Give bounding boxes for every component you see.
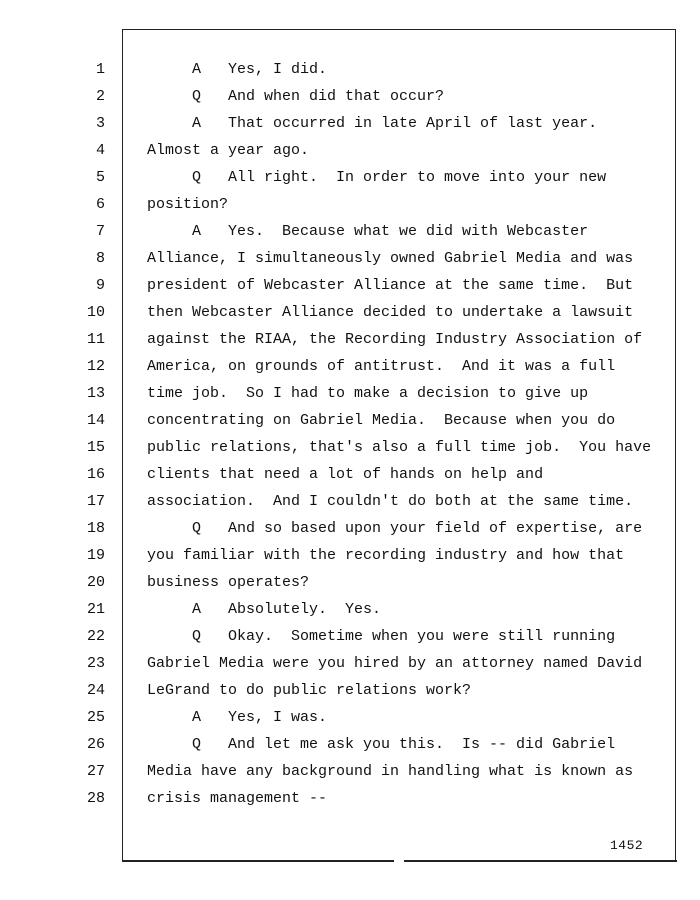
line-number: 11 (86, 331, 105, 348)
transcript-line: A That occurred in late April of last year. (147, 115, 598, 132)
transcript-line: LeGrand to do public relations work? (147, 682, 472, 699)
transcript-line: Q Okay. Sometime when you were still running (147, 628, 616, 645)
transcript-line: business operates? (147, 574, 310, 591)
line-number: 19 (86, 547, 105, 564)
transcript-line: Almost a year ago. (147, 142, 310, 159)
transcript-line: Q And when did that occur? (147, 88, 445, 105)
transcript-line: then Webcaster Alliance decided to undertake a lawsuit (147, 304, 634, 321)
transcript-line: A Yes, I was. (147, 709, 328, 726)
transcript-line: Gabriel Media were you hired by an attorney named David (147, 655, 643, 672)
line-number: 14 (86, 412, 105, 429)
transcript-line: you familiar with the recording industry and how that (147, 547, 625, 564)
line-number: 15 (86, 439, 105, 456)
transcript-line: Q And let me ask you this. Is -- did Gabriel (147, 736, 616, 753)
line-number: 18 (86, 520, 105, 537)
line-number: 16 (86, 466, 105, 483)
line-number: 2 (95, 88, 105, 105)
line-number: 24 (86, 682, 105, 699)
line-number: 9 (95, 277, 105, 294)
transcript-line: Media have any background in handling what is known as (147, 763, 634, 780)
line-number: 21 (86, 601, 105, 618)
transcript-line: Q And so based upon your field of expertise, are (147, 520, 643, 537)
line-number: 3 (95, 115, 105, 132)
line-number: 6 (95, 196, 105, 213)
transcript-line: clients that need a lot of hands on help and (147, 466, 544, 483)
line-number: 27 (86, 763, 105, 780)
bottom-rule-left (122, 860, 394, 862)
transcript-line: A Yes, I did. (147, 61, 328, 78)
transcript-line: public relations, that's also a full time job. You have (147, 439, 652, 456)
transcript-line: president of Webcaster Alliance at the same time. But (147, 277, 634, 294)
line-number: 8 (95, 250, 105, 267)
transcript-line: position? (147, 196, 229, 213)
line-number: 7 (95, 223, 105, 240)
line-number: 4 (95, 142, 105, 159)
transcript-line: America, on grounds of antitrust. And it was a full (147, 358, 616, 375)
line-number: 12 (86, 358, 105, 375)
line-number: 25 (86, 709, 105, 726)
line-number: 28 (86, 790, 105, 807)
line-number: 10 (86, 304, 105, 321)
transcript-line: Q All right. In order to move into your new (147, 169, 607, 186)
line-number: 5 (95, 169, 105, 186)
transcript-line: time job. So I had to make a decision to give up (147, 385, 589, 402)
transcript-line: association. And I couldn't do both at the same time. (147, 493, 634, 510)
transcript-line: crisis management -- (147, 790, 328, 807)
line-number: 26 (86, 736, 105, 753)
transcript-line: against the RIAA, the Recording Industry Association of (147, 331, 643, 348)
transcript-body (147, 56, 667, 812)
line-number-column (60, 56, 105, 812)
line-number: 22 (86, 628, 105, 645)
transcript-line: Alliance, I simultaneously owned Gabriel Media and was (147, 250, 634, 267)
line-number: 20 (86, 574, 105, 591)
line-number: 1 (95, 61, 105, 78)
page-number: 1452 (610, 838, 644, 853)
transcript-line: A Absolutely. Yes. (147, 601, 382, 618)
transcript-line: concentrating on Gabriel Media. Because when you do (147, 412, 616, 429)
line-number: 17 (86, 493, 105, 510)
bottom-rule-right (404, 860, 677, 862)
line-number: 23 (86, 655, 105, 672)
line-number: 13 (86, 385, 105, 402)
transcript-line: A Yes. Because what we did with Webcaster (147, 223, 589, 240)
